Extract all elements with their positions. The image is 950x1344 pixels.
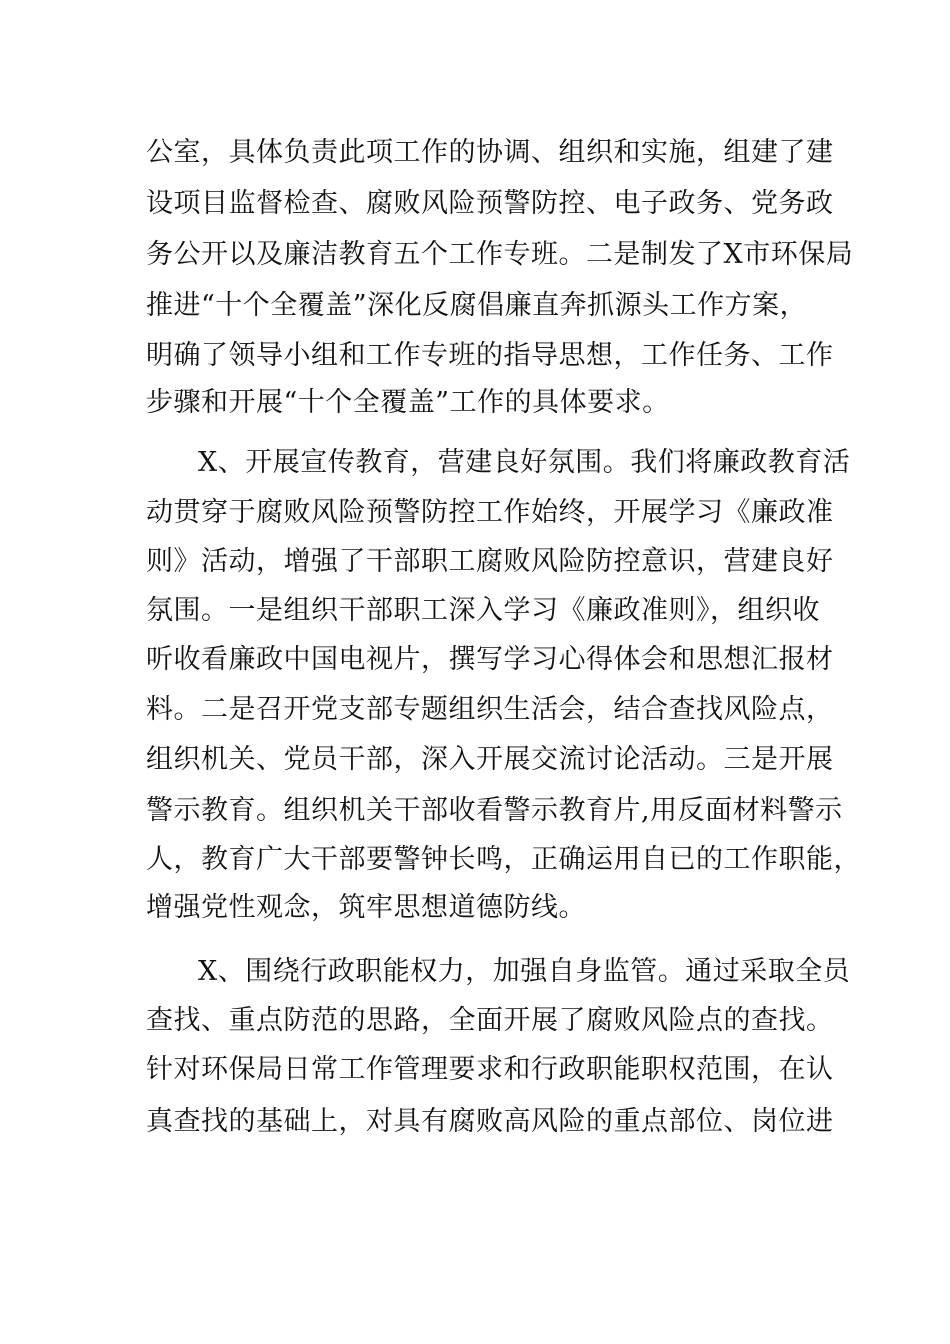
text-line: 查找、重点防范的思路，全面开展了腐败风险点的查找。 (146, 1005, 834, 1036)
text-line: 动贯穿于腐败风险预警防控工作始终，开展学习《廉政准 (146, 497, 834, 528)
text-line: 设项目监督检查、腐败风险预警防控、电子政务、党务政 (146, 188, 834, 219)
text-line: 组织机关、党员干部，深入开展交流讨论活动。三是开展 (146, 744, 834, 775)
text-line: 真查找的基础上，对具有腐败高风险的重点部位、岗位进 (146, 1106, 834, 1137)
text-line: 警示教育。组织机关干部收看警示教育片,用反面材料警示 (146, 795, 843, 826)
text-line: 公室，具体负责此项工作的协调、组织和实施，组建了建 (146, 137, 834, 168)
text-line: 人，教育广大干部要警钟长鸣，正确运用自已的工作职能， (146, 844, 861, 875)
text-line: 推进“十个全覆盖”深化反腐倡廉直奔抓源头工作方案， (146, 290, 808, 321)
text-line: 务公开以及廉洁教育五个工作专班。二是制发了X市环保局 (146, 239, 854, 270)
text-line: 则》活动，增强了干部职工腐败风险防控意识，营建良好 (146, 546, 834, 577)
text-line: 听收看廉政中国电视片，撰写学习心得体会和思想汇报材 (146, 644, 834, 675)
text-line: 增强党性观念，筑牢思想道德防线。 (146, 892, 586, 923)
paragraph-start-line: X、开展宣传教育，营建良好氛围。我们将廉政教育活 (198, 447, 851, 478)
text-line: 明确了领导小组和工作专班的指导思想，工作任务、工作 (146, 340, 834, 371)
text-line: 料。二是召开党支部专题组织生活会，结合查找风险点， (146, 694, 834, 725)
text-line: 针对环保局日常工作管理要求和行政职能职权范围，在认 (146, 1054, 834, 1085)
text-line: 步骤和开展“十个全覆盖”工作的具体要求。 (146, 387, 670, 418)
paragraph-start-line: X、围绕行政职能权力，加强自身监管。通过采取全员 (198, 956, 851, 987)
text-line: 氛围。一是组织干部职工深入学习《廉政准则》，组织收 (146, 595, 820, 626)
